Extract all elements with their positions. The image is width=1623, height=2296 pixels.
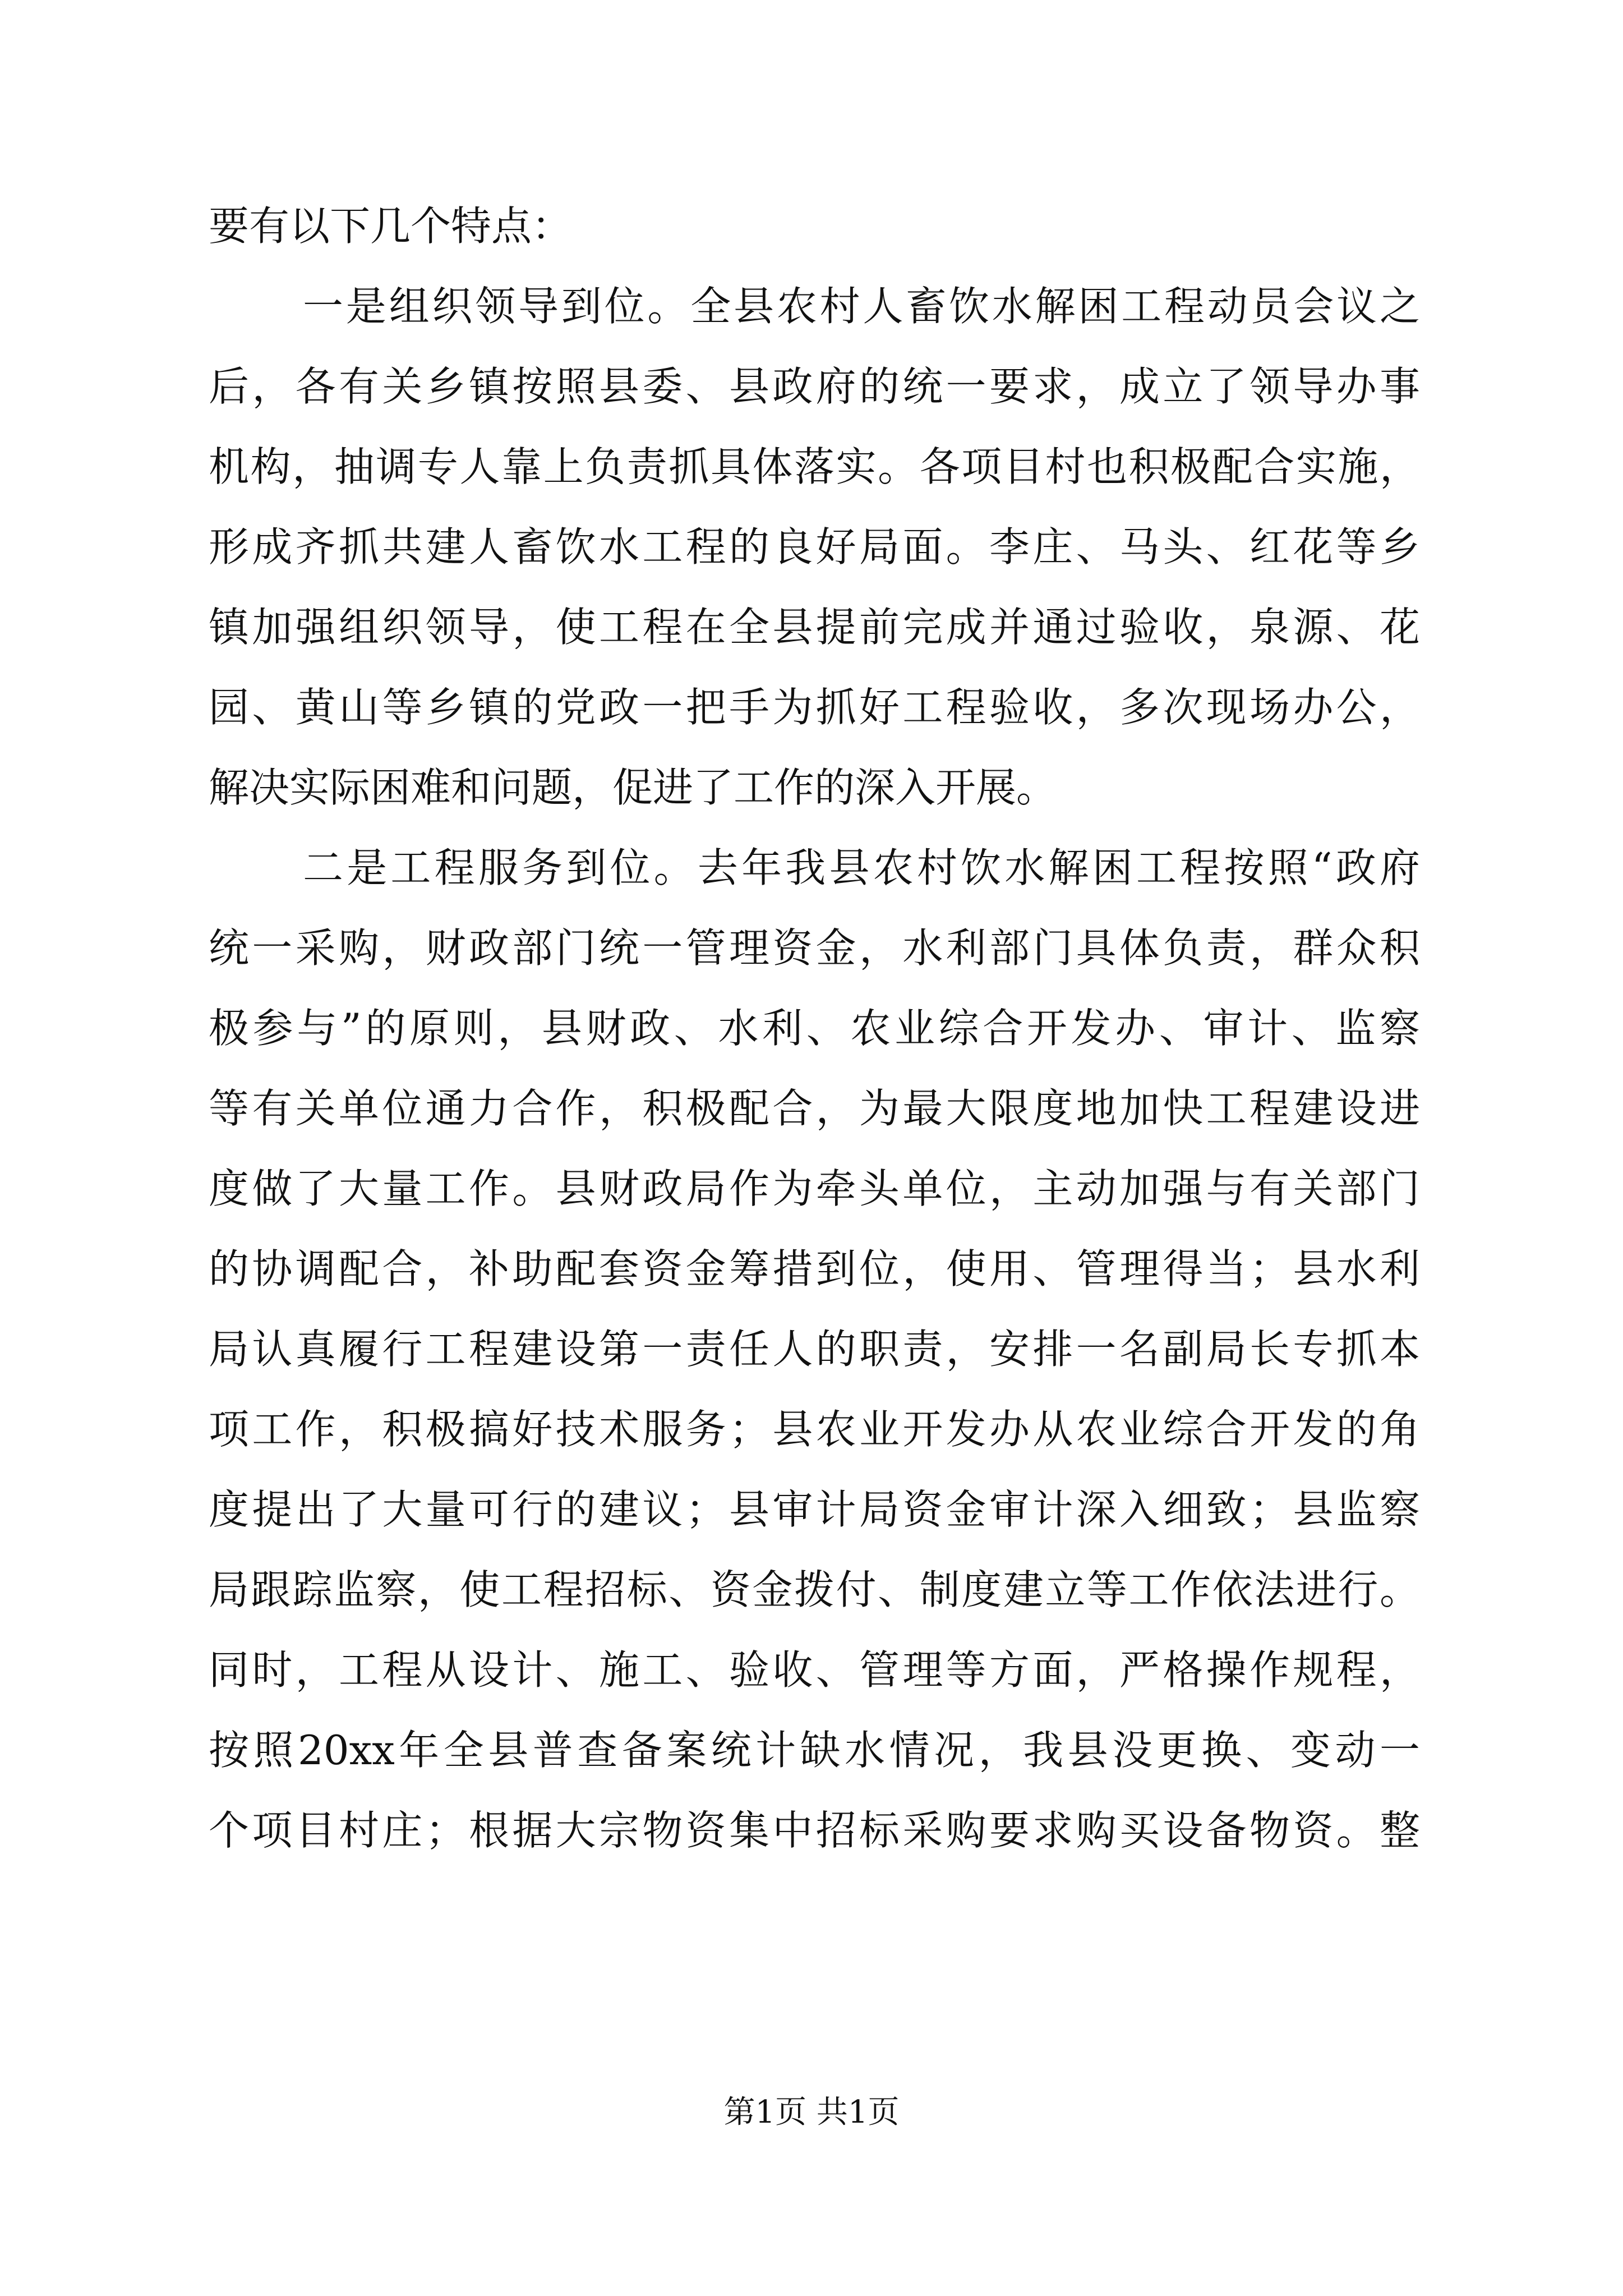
paragraph-line-11: 极参与”的原则，县财政、水利、农业综合开发办、审计、监察	[209, 1005, 1420, 1052]
paragraph-line-12: 等有关单位通力合作，积极配合，为最大限度地加快工程建设进	[209, 1085, 1420, 1132]
paragraph-line-16: 项工作，积极搞好技术服务；县农业开发办从农业综合开发的角	[209, 1406, 1420, 1453]
paragraph-line-14: 的协调配合，补助配套资金筹措到位，使用、管理得当；县水利	[209, 1245, 1420, 1292]
paragraph-line-13: 度做了大量工作。县财政局作为牵头单位，主动加强与有关部门	[209, 1165, 1420, 1212]
paragraph-line-6: 镇加强组织领导，使工程在全县提前完成并通过验收，泉源、花	[209, 604, 1420, 651]
paragraph-line-10: 统一采购，财政部门统一管理资金，水利部门具体负责，群众积	[209, 924, 1420, 972]
page-footer: 第1页 共1页	[723, 2094, 900, 2131]
paragraph-line-17: 度提出了大量可行的建议；县审计局资金审计深入细致；县监察	[209, 1486, 1420, 1533]
paragraph-line-19: 同时，工程从设计、施工、验收、管理等方面，严格操作规程，	[209, 1646, 1420, 1694]
paragraph-line-18: 局跟踪监察，使工程招标、资金拨付、制度建立等工作依法进行。	[209, 1566, 1420, 1613]
paragraph-line-15: 局认真履行工程建设第一责任人的职责，安排一名副局长专抓本	[209, 1326, 1420, 1373]
paragraph-line-3: 后，各有关乡镇按照县委、县政府的统一要求，成立了领导办事	[209, 363, 1420, 410]
paragraph-line-5: 形成齐抓共建人畜饮水工程的良好局面。李庄、马头、红花等乡	[209, 523, 1420, 570]
paragraph-line-8: 解决实际困难和问题，促进了工作的深入开展。	[209, 764, 1057, 811]
paragraph-line-7: 园、黄山等乡镇的党政一把手为抓好工程验收，多次现场办公，	[209, 684, 1420, 731]
paragraph-line-1: 要有以下几个特点：	[209, 203, 573, 250]
paragraph-line-20: 按照20xx年全县普查备案统计缺水情况，我县没更换、变动一	[209, 1727, 1420, 1774]
paragraph-line-2: 一是组织领导到位。全县农村人畜饮水解困工程动员会议之	[303, 283, 1420, 330]
paragraph-line-4: 机构，抽调专人靠上负责抓具体落实。各项目村也积极配合实施，	[209, 443, 1420, 490]
paragraph-line-21: 个项目村庄；根据大宗物资集中招标采购要求购买设备物资。整	[209, 1807, 1420, 1854]
paragraph-line-9: 二是工程服务到位。去年我县农村饮水解困工程按照“政府	[303, 844, 1420, 891]
